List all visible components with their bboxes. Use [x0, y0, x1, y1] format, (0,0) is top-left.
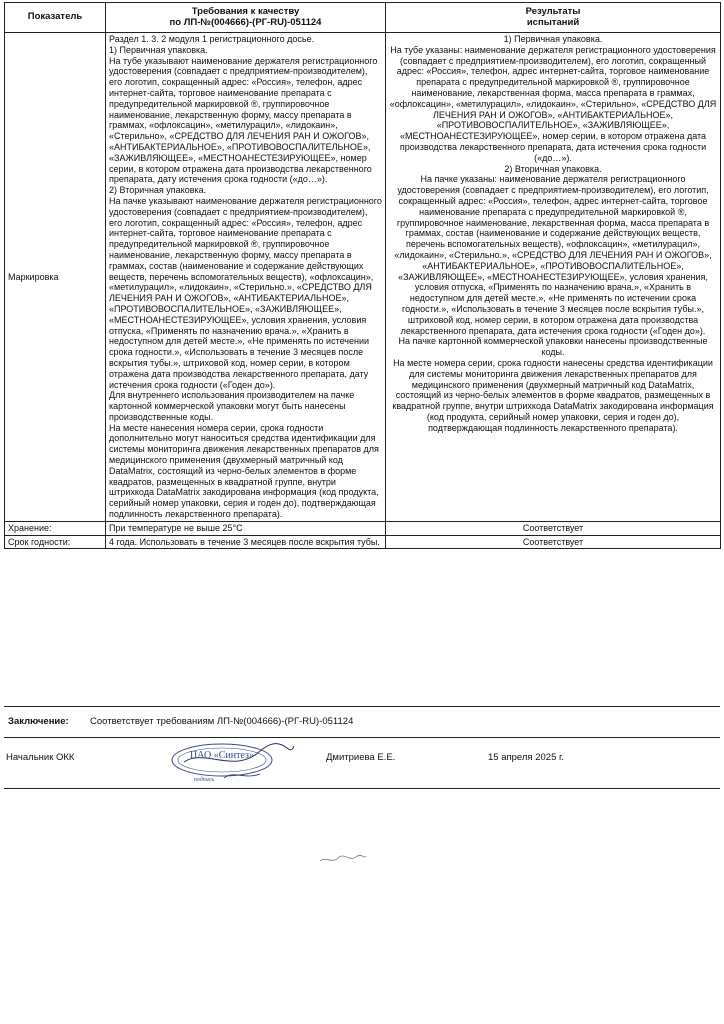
stamp-text: ПАО «Синтез»: [190, 750, 254, 761]
conclusion-label: Заключение:: [8, 716, 69, 727]
scan-mark: [318, 852, 368, 866]
result-cell: Соответствует: [386, 521, 721, 535]
signer-position: Начальник ОКК: [6, 752, 75, 763]
row-label: Срок годности:: [5, 535, 106, 549]
result-cell: Соответствует: [386, 535, 721, 549]
stamp-subtext: подпись: [193, 777, 215, 783]
requirement-cell: При температуре не выше 25°С: [106, 521, 386, 535]
conclusion: [4, 706, 720, 738]
row-label: Хранение:: [5, 521, 106, 535]
conclusion-text: Соответствует требованиям ЛП-№(004666)-(РГ-RU)-051124: [90, 716, 354, 727]
document-sheet: [4, 2, 720, 549]
header-results: Результаты испытаний: [386, 3, 721, 33]
table-row-storage: [5, 521, 721, 535]
result-cell: 1) Первичная упаковка. На тубе указаны: наименование держателя регистрационного удостоверения (совпадает с предприятием-производителем), его логотип, сокращенный адрес: «Россия», телефон, адрес интернет-сайта, торговое наименование препарата с предупредительной маркировкой ®, группировочное наименование, лекарственная форма, масса препарата в граммах, «офлоксацин», «метилурацил», «лидокаин», «Стерильно», «СРЕДСТВО ДЛЯ ЛЕЧЕНИЯ РАН И ОЖОГОВ», «АНТИБАКТЕРИАЛЬНОЕ», «ПРОТИВОВОСПАЛИТЕЛЬНОЕ», «ЗАЖИВЛЯЮЩЕЕ», «МЕСТНОАНЕСТЕЗИРУЮЩЕЕ», номер серии, в котором отражена дата производства лекарственного препарата, дата истечения срока годности («до…»). 2) Вторичная упаковка. На пачке указаны: наименование держателя регистрационного удостоверения (совпадает с предприятием-производителем), его логотип, сокращенный адрес: «Россия», телефон, адрес интернет-сайта, торговое наименование препарата с предупредительной маркировкой ®, группировочное наименование, лекарственная форма, масса препарата в граммах, состав (наименование и содержание действующих веществ, перечень вспомогательных веществ), «офлоксацин», «метилурацил», «лидокаин», «Стерильно.», «СРЕДСТВО ДЛЯ ЛЕЧЕНИЯ РАН И ОЖОГОВ», «АНТИБАКТЕРИАЛЬНОЕ», «ПРОТИВОВОСПАЛИТЕЛЬНОЕ», «ЗАЖИВЛЯЮЩЕЕ», «МЕСТНОАНЕСТЕЗИРУЮЩЕЕ», условия хранения, условия отпуска, «Применять по назначению врача.», «Хранить в недоступном для детей месте.», «Не применять по истечении срока годности.», «Использовать в течение 3 месяцев после вскрытия тубы.», штриховой код, номер серии, в котором отражена дата производства лекарственного препарата, дата истечения срока годности («Годен до»). На пачке картонной коммерческой упаковки нанесены производственные коды. На месте номера серии, срока годности нанесены средства идентификации для системы мониторинга движения лекарственных препаратов для медицинского применения (двухмерный матричный код DataMatrix, состоящий из черно-белых элементов в форме квадратов, размещенных в квадратной группе, внутри штрихкода DataMatrix закодирована информация (код продукта, серийный номер упаковки, серия и годен до), подтверждающая подлинность лекарственного препарата).: [386, 33, 721, 522]
table-row-marking: [5, 33, 721, 522]
signature-block: [4, 738, 720, 789]
table-row-shelf-life: [5, 535, 721, 549]
row-label: Маркировка: [5, 33, 106, 522]
header-indicator: Показатель: [5, 3, 106, 33]
company-stamp: [164, 740, 304, 784]
signature-date: 15 апреля 2025 г.: [488, 752, 564, 763]
requirement-cell: 4 года. Использовать в течение 3 месяцев после вскрытия тубы.: [106, 535, 386, 549]
signer-name: Дмитриева Е.Е.: [326, 752, 396, 763]
header-requirements: Требования к качеству по ЛП-№(004666)-(РГ-RU)-051124: [106, 3, 386, 33]
quality-table: [4, 2, 721, 549]
table-header-row: [5, 3, 721, 33]
requirement-cell: Раздел 1. 3. 2 модуля 1 регистрационного досье. 1) Первичная упаковка. На тубе указывают наименование держателя регистрационного удостоверения (совпадает с предприятием-производителем), его логотип, сокращенный адрес: «Россия», телефон, адрес интернет-сайта, торговое наименование препарата с предупредительной маркировкой ®, группировочное наименование, лекарственную форму, массу препарата в граммах, «офлоксацин», «метилурацил», «лидокаин», «Стерильно», «СРЕДСТВО ДЛЯ ЛЕЧЕНИЯ РАН И ОЖОГОВ», «АНТИБАКТЕРИАЛЬНОЕ», «ПРОТИВОВОСПАЛИТЕЛЬНОЕ», «ЗАЖИВЛЯЮЩЕЕ», «МЕСТНОАНЕСТЕЗИРУЮЩЕЕ», номер серии, в котором отражена дата производства лекарственного препарата, дату истечения срока годности («до…»). 2) Вторичная упаковка. На пачке указывают наименование держателя регистрационного удостоверения (совпадает с предприятием-производителем), его логотип, сокращенный адрес: «Россия», телефон, адрес интернет-сайта, торговое наименование препарата с предупредительной маркировкой ®, группировочное наименование, лекарственную форму, массу препарата в граммах, состав (наименование и содержание действующих веществ, перечень вспомогательных веществ), «офлоксацин», «метилурацил», «лидокаин», «Стерильно.», «СРЕДСТВО ДЛЯ ЛЕЧЕНИЯ РАН И ОЖОГОВ», «АНТИБАКТЕРИАЛЬНОЕ», «ПРОТИВОВОСПАЛИТЕЛЬНОЕ», «ЗАЖИВЛЯЮЩЕЕ», «МЕСТНОАНЕСТЕЗИРУЮЩЕЕ», условия хранения, условия отпуска, «Применять по назначению врача.», «Хранить в недоступном для детей месте.», «Не применять по истечении срока годности.», «Использовать в течение 3 месяцев после вскрытия тубы.», штриховой код, номер серии, в котором отражена дата производства лекарственного препарата, дату истечения срока годности («Годен до»). Для внутреннего использования производителем на пачке картонной коммерческой упаковки могут быть нанесены производственные коды. На месте нанесения номера серии, срока годности дополнительно могут наноситься средства идентификации для системы мониторинга движения лекарственных препаратов для медицинского применения (двухмерный матричный код DataMatrix, состоящий из черно-белых элементов в форме квадратов, размещенных в квадратной группе, внутри штрихкода DataMatrix закодирована информация (код продукта, серийный номер упаковки, серия и годен до), подтверждающая подлинность лекарственного препарата).: [106, 33, 386, 522]
